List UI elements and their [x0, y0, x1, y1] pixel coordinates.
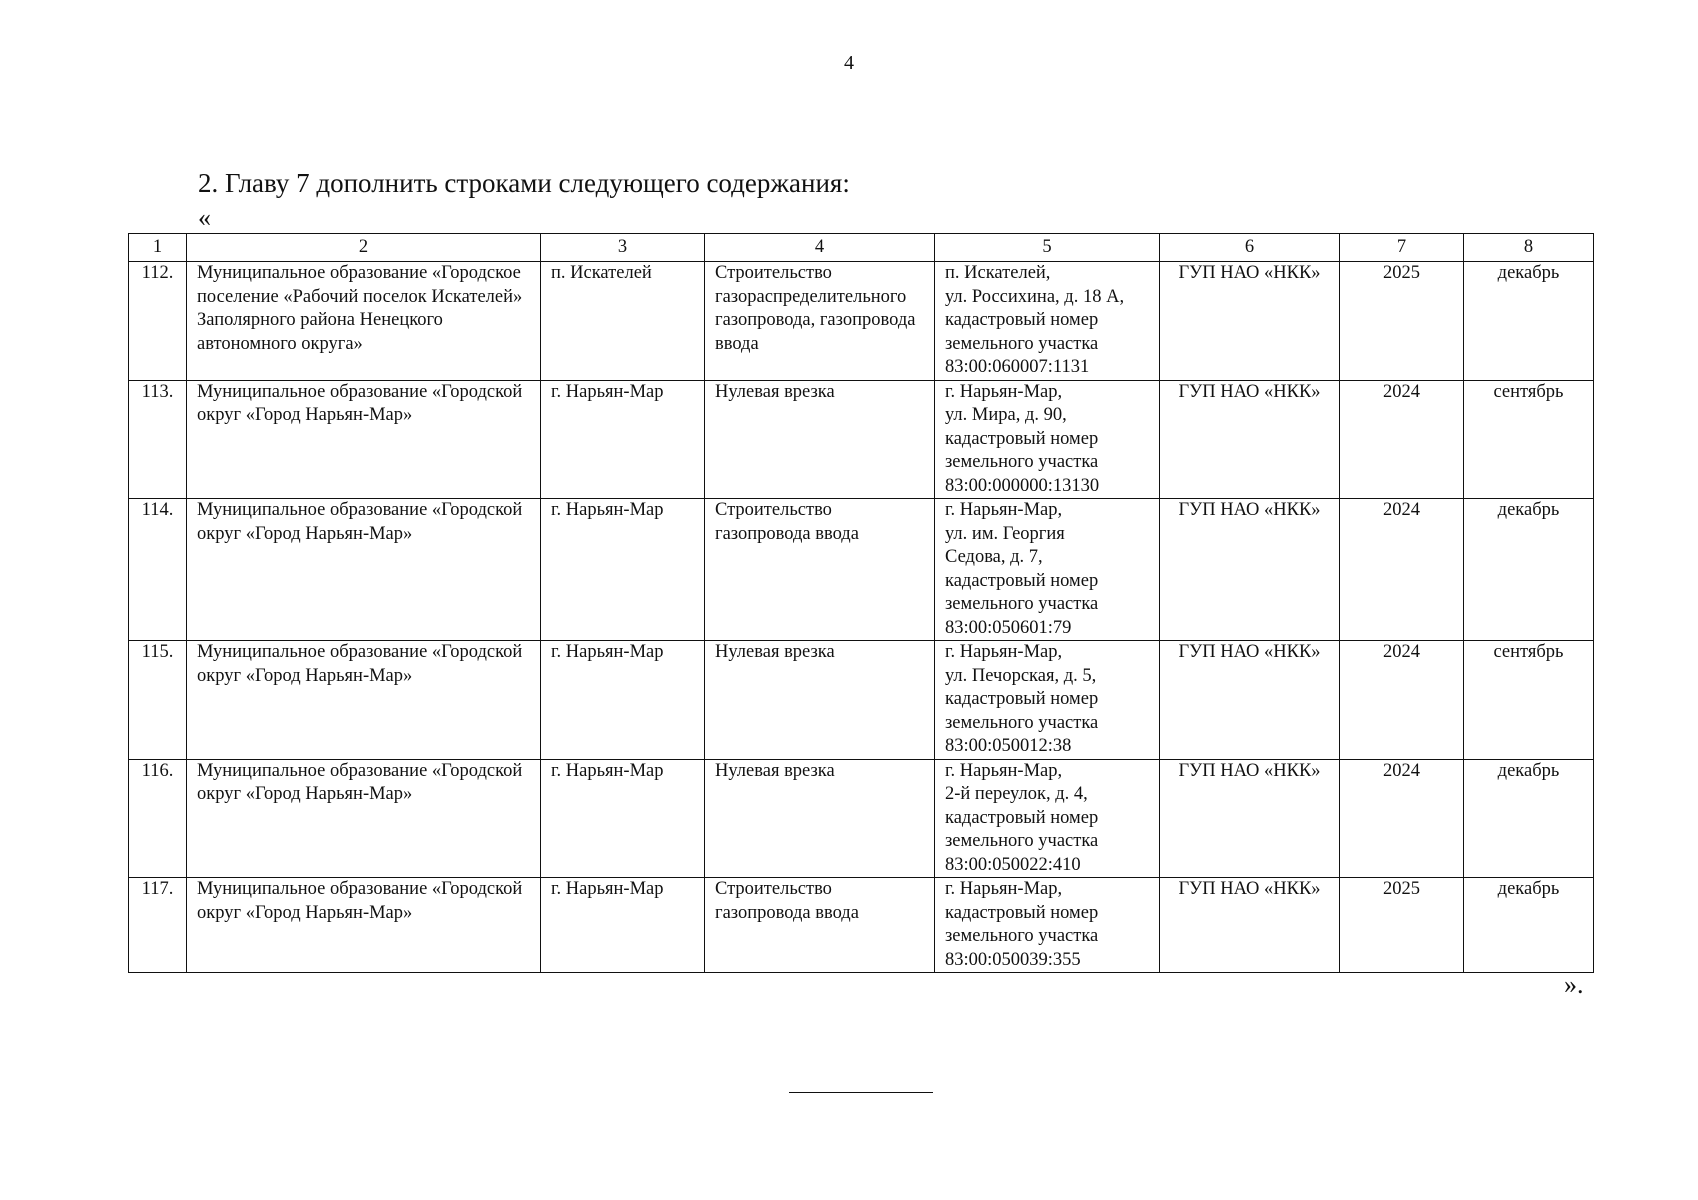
month-cell: декабрь: [1464, 262, 1594, 381]
work-type-cell: Нулевая врезка: [705, 759, 935, 878]
year-cell: 2024: [1340, 380, 1464, 499]
year-cell: 2025: [1340, 262, 1464, 381]
month-cell: сентябрь: [1464, 380, 1594, 499]
address-cell: г. Нарьян-Мар, 2-й переулок, д. 4, кадастровый номер земельного участка 83:00:050022:410: [935, 759, 1160, 878]
address-cell: г. Нарьян-Мар, кадастровый номер земельного участка 83:00:050039:355: [935, 878, 1160, 973]
municipality-cell: Муниципальное образование «Городской округ «Город Нарьян-Мар»: [187, 641, 541, 760]
work-type-cell: Строительство газопровода ввода: [705, 499, 935, 641]
column-header: 7: [1340, 234, 1464, 262]
settlement-cell: п. Искателей: [541, 262, 705, 381]
opening-quote: «: [198, 203, 211, 232]
row-number: 112.: [129, 262, 187, 381]
column-header: 4: [705, 234, 935, 262]
table-row: [129, 262, 1594, 381]
operator-cell: ГУП НАО «НКК»: [1160, 641, 1340, 760]
address-cell: п. Искателей, ул. Россихина, д. 18 А, кадастровый номер земельного участка 83:00:060007:1131: [935, 262, 1160, 381]
table-row: [129, 878, 1594, 973]
column-header: 1: [129, 234, 187, 262]
address-cell: г. Нарьян-Мар, ул. Печорская, д. 5, кадастровый номер земельного участка 83:00:050012:38: [935, 641, 1160, 760]
operator-cell: ГУП НАО «НКК»: [1160, 262, 1340, 381]
column-header: 2: [187, 234, 541, 262]
address-cell: г. Нарьян-Мар, ул. им. Георгия Седова, д. 7, кадастровый номер земельного участка 83:00:050601:79: [935, 499, 1160, 641]
month-cell: сентябрь: [1464, 641, 1594, 760]
settlement-cell: г. Нарьян-Мар: [541, 499, 705, 641]
settlement-cell: г. Нарьян-Мар: [541, 641, 705, 760]
settlement-cell: г. Нарьян-Мар: [541, 878, 705, 973]
closing-quote: ».: [1564, 970, 1584, 999]
column-header: 6: [1160, 234, 1340, 262]
settlement-cell: г. Нарьян-Мар: [541, 380, 705, 499]
column-header: 3: [541, 234, 705, 262]
column-header: 8: [1464, 234, 1594, 262]
table-row: [129, 641, 1594, 760]
year-cell: 2024: [1340, 759, 1464, 878]
year-cell: 2025: [1340, 878, 1464, 973]
municipality-cell: Муниципальное образование «Городской округ «Город Нарьян-Мар»: [187, 380, 541, 499]
table-row: [129, 380, 1594, 499]
column-header: 5: [935, 234, 1160, 262]
work-type-cell: Нулевая врезка: [705, 380, 935, 499]
municipality-cell: Муниципальное образование «Городской округ «Город Нарьян-Мар»: [187, 499, 541, 641]
municipality-cell: Муниципальное образование «Городской округ «Город Нарьян-Мар»: [187, 878, 541, 973]
table-row: [129, 759, 1594, 878]
operator-cell: ГУП НАО «НКК»: [1160, 380, 1340, 499]
work-type-cell: Строительство газопровода ввода: [705, 878, 935, 973]
month-cell: декабрь: [1464, 759, 1594, 878]
row-number: 117.: [129, 878, 187, 973]
work-type-cell: Нулевая врезка: [705, 641, 935, 760]
section-heading: 2. Главу 7 дополнить строками следующего содержания:: [198, 168, 850, 198]
operator-cell: ГУП НАО «НКК»: [1160, 878, 1340, 973]
row-number: 116.: [129, 759, 187, 878]
municipality-cell: Муниципальное образование «Городское поселение «Рабочий поселок Искателей» Заполярного района Ненецкого автономного округа»: [187, 262, 541, 381]
row-number: 115.: [129, 641, 187, 760]
operator-cell: ГУП НАО «НКК»: [1160, 759, 1340, 878]
settlement-cell: г. Нарьян-Мар: [541, 759, 705, 878]
amendment-table: [128, 233, 1594, 973]
year-cell: 2024: [1340, 499, 1464, 641]
operator-cell: ГУП НАО «НКК»: [1160, 499, 1340, 641]
row-number: 113.: [129, 380, 187, 499]
table-row: [129, 499, 1594, 641]
month-cell: декабрь: [1464, 878, 1594, 973]
work-type-cell: Строительство газораспределительного газопровода, газопровода ввода: [705, 262, 935, 381]
end-divider: [789, 1092, 933, 1093]
page-number: 4: [844, 52, 854, 74]
address-cell: г. Нарьян-Мар, ул. Мира, д. 90, кадастровый номер земельного участка 83:00:000000:13130: [935, 380, 1160, 499]
table-header-row: [129, 234, 1594, 262]
month-cell: декабрь: [1464, 499, 1594, 641]
municipality-cell: Муниципальное образование «Городской округ «Город Нарьян-Мар»: [187, 759, 541, 878]
row-number: 114.: [129, 499, 187, 641]
year-cell: 2024: [1340, 641, 1464, 760]
